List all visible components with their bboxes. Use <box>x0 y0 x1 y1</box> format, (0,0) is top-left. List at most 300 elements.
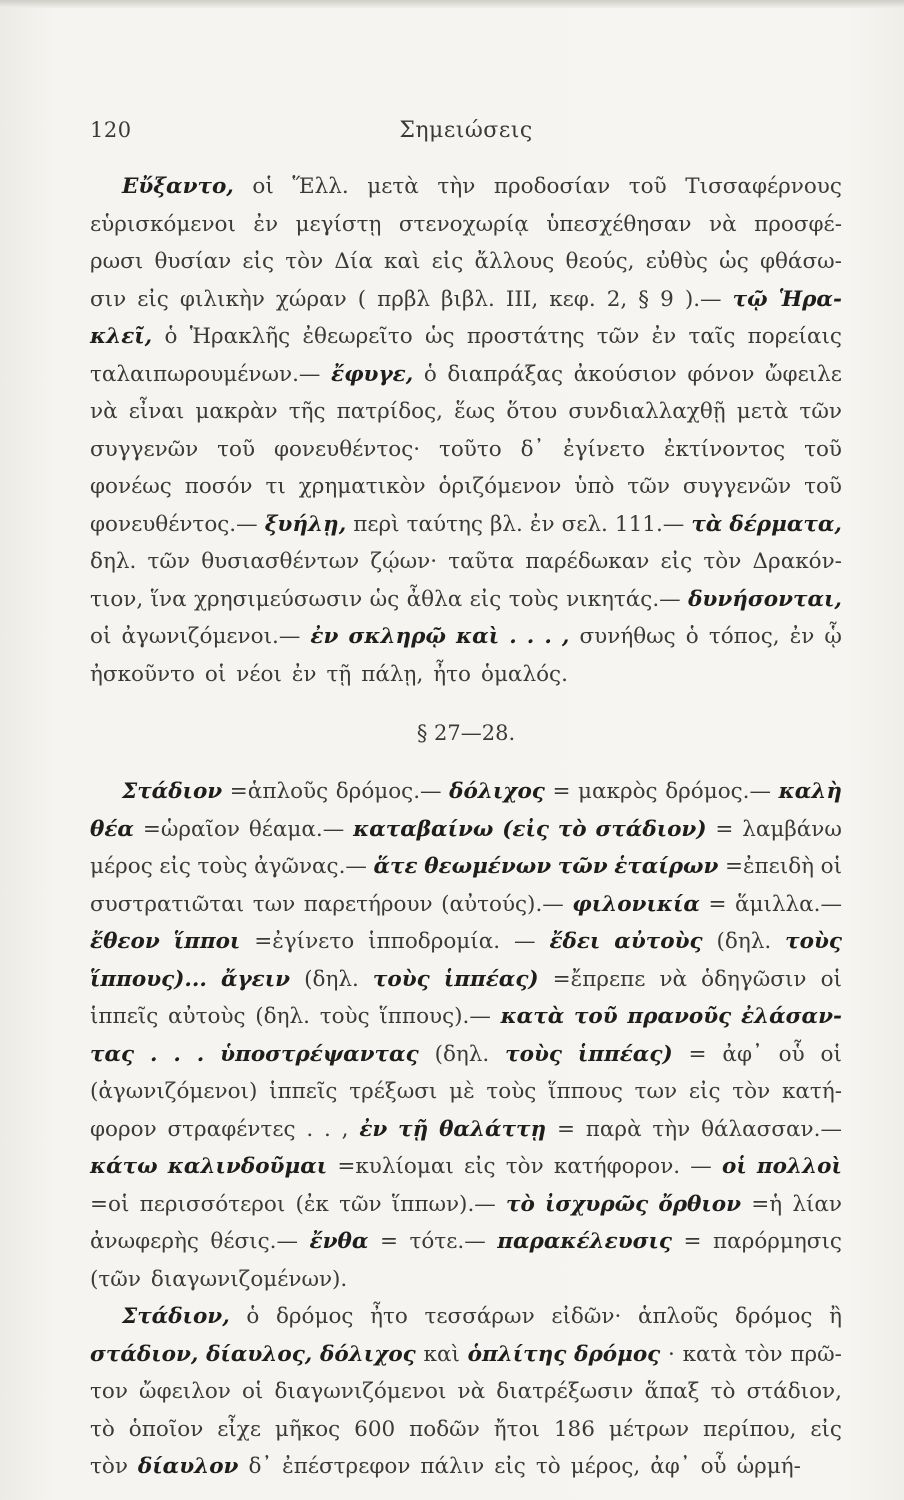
word: ἆθλα <box>406 586 463 612</box>
lemma-word: δέρματα, <box>729 511 842 537</box>
word: τοὺς <box>486 1079 537 1104</box>
word: ᾧ <box>824 624 842 649</box>
word: τοῦ <box>217 436 256 462</box>
word: ἠσκοῦντο <box>90 661 195 687</box>
word: = <box>715 816 734 842</box>
word: τὴν <box>437 174 476 199</box>
word: νικητάς.— <box>566 586 681 612</box>
word: ἕως <box>454 399 496 424</box>
word: μετὰ <box>367 174 419 199</box>
word: 9 <box>660 286 674 312</box>
word: ταῦτα <box>448 549 515 574</box>
word: ποδῶν <box>409 1416 480 1442</box>
word: ὁ <box>164 324 178 349</box>
word: στενοχωρίᾳ <box>398 211 529 237</box>
word: προστάτης <box>466 324 585 349</box>
word: τῶν <box>147 549 191 574</box>
word: ταλαιπωρουμένων.— <box>90 361 321 387</box>
lemma-word: Στάδιον, <box>122 1304 230 1329</box>
word: ἐν <box>529 511 555 537</box>
word: ἄλλους <box>474 249 555 274</box>
word: εἰς <box>159 854 191 879</box>
word: χρησιμεύσωσιν <box>194 586 363 612</box>
word: λαμβάνω <box>742 816 842 842</box>
word: οἱ <box>820 854 842 879</box>
word: οἱ <box>820 1041 842 1067</box>
word: τῶν <box>627 474 670 499</box>
lemma-word: ἔθεον <box>90 929 160 954</box>
word: φονευθέντος.— <box>90 511 258 537</box>
lemma-word: Ἡρα- <box>778 286 842 312</box>
page-number: 120 <box>90 118 132 142</box>
lemma-word: δυνήσονται, <box>688 586 842 612</box>
word: πρῶ- <box>790 1341 842 1367</box>
lemma-word: αὐτοὺς <box>614 929 703 954</box>
word: ἀγωνιζόμενοι.— <box>121 624 301 649</box>
word: (δηλ. <box>434 1041 490 1067</box>
lemma-word: πρανοῦς <box>627 1004 732 1029</box>
lemma-word: . <box>509 624 517 649</box>
word: κατὰ <box>682 1341 737 1367</box>
word: μέρος <box>90 854 153 879</box>
text-line <box>90 1073 842 1111</box>
word: εὑρισκόμενοι <box>90 211 236 237</box>
word: τῶν <box>596 324 640 349</box>
text-line <box>90 1373 842 1411</box>
lemma-word: Εὔξαντο, <box>122 174 234 199</box>
word: (ἀγωνιζόμενοι) <box>90 1079 258 1104</box>
word: σελ. <box>561 511 608 537</box>
word: καὶ <box>423 1341 460 1367</box>
word: = <box>683 1229 702 1254</box>
word: ἵππους).— <box>379 1004 491 1029</box>
text-line <box>90 773 842 811</box>
word: ἐν <box>291 661 317 687</box>
text-line <box>90 393 842 431</box>
word: · <box>668 1341 675 1367</box>
word: βιβλ. <box>441 286 495 312</box>
word: Δρακόν- <box>752 549 842 574</box>
lemma-word: (εἰς <box>502 816 549 842</box>
lemma-word: τὰ <box>691 511 723 537</box>
word: οἱ <box>241 1379 264 1404</box>
word: Δία <box>334 249 373 274</box>
text-line <box>90 848 842 886</box>
word: συστρατιῶται <box>90 891 245 917</box>
word: ὑπεσχέθησαν <box>546 211 692 237</box>
word: καὶ <box>384 249 421 274</box>
lemma-word: κάτω <box>90 1154 158 1179</box>
word: τότε.— <box>409 1229 486 1254</box>
lemma-word: κλεῖ, <box>90 324 153 349</box>
word: ἱπποδρομία. <box>368 929 501 954</box>
word: τρέξωσι <box>349 1079 438 1104</box>
word: , <box>341 1116 349 1142</box>
word: δρόμος.— <box>335 779 442 804</box>
text-line <box>90 1223 842 1261</box>
lemma-word: ὄρθιον <box>658 1191 742 1217</box>
word: εἰς <box>431 249 464 274</box>
word: ἤτοι <box>493 1416 540 1442</box>
lemma-word: . <box>173 1041 181 1067</box>
lemma-word: ἔδει <box>549 929 601 954</box>
word: τοὺς <box>197 854 248 879</box>
word: =ἐγίνετο <box>254 929 355 954</box>
word: φονέως <box>90 474 172 499</box>
text-line <box>90 1036 842 1074</box>
lemma-word: τοὺς <box>505 1041 562 1067</box>
word: τὸν <box>744 1341 783 1367</box>
word: δρόμος <box>734 1304 813 1329</box>
text-line <box>90 886 842 924</box>
word: ἀκούσιον <box>573 361 677 387</box>
word: ὁ <box>246 1304 260 1329</box>
lemma-word: φιλονικία <box>572 891 700 917</box>
word: ὤφειλον <box>139 1379 231 1404</box>
word: νὰ <box>90 399 118 424</box>
word: εἰς <box>463 1154 496 1179</box>
word: εἰδῶν· <box>551 1304 622 1329</box>
lemma-word: δίαυλος, <box>206 1341 313 1367</box>
word: = <box>556 1116 575 1142</box>
word: Ἕλλ. <box>292 174 349 199</box>
word: ὡς <box>369 586 400 612</box>
text-line <box>90 581 842 619</box>
word: τῇ <box>326 661 352 687</box>
lemma-word: δόλιχος <box>320 1341 416 1367</box>
word: ὡς <box>719 249 749 274</box>
word: ὁποῖον <box>128 1416 204 1442</box>
lemma-word: ὑποστρέψαντας <box>220 1041 419 1067</box>
lemma-word: θαλάττῃ <box>439 1116 547 1142</box>
word: ὑπὸ <box>574 474 615 499</box>
word: τι <box>265 474 286 499</box>
running-title: Σημειώσεις <box>399 118 533 143</box>
word: = <box>552 779 571 804</box>
word: ἐθεωρεῖτο <box>302 324 413 349</box>
word: (ἐκ <box>295 1191 329 1217</box>
section-heading: § 27—28. <box>416 721 516 745</box>
word: ὅτου <box>506 399 558 424</box>
word: 186 <box>553 1416 595 1442</box>
word: μετὰ <box>736 399 789 424</box>
text-line <box>90 656 842 694</box>
word: οἱ <box>90 624 112 649</box>
word: κατή- <box>781 1079 842 1104</box>
word: πάλιν <box>420 1454 485 1479</box>
text-line <box>90 1148 842 1186</box>
word: θυσίαν <box>154 249 232 274</box>
lemma-word: οἱ <box>721 1154 747 1179</box>
word: τῆς <box>288 399 326 424</box>
word: = <box>688 1041 707 1067</box>
word: δηλ. <box>90 549 137 574</box>
word: ὁδηγῶσιν <box>701 966 807 992</box>
lemma-word: . <box>150 1041 158 1067</box>
word: τὸ <box>90 1416 115 1442</box>
word: οὗ <box>700 1454 727 1479</box>
lemma-word: τοὺς <box>372 966 430 992</box>
word: τῶν <box>339 1191 382 1217</box>
text-line <box>90 543 842 581</box>
word: εἶχε <box>217 1416 261 1442</box>
lemma-word: καλὴ <box>778 779 842 804</box>
word: πορείαις <box>747 324 842 349</box>
word: συγγενῶν <box>682 474 792 499</box>
word: χρηματικὸν <box>298 474 426 499</box>
word: παρετήρουν <box>303 891 433 917</box>
text-line <box>90 923 842 961</box>
word: εἰς <box>494 1454 526 1479</box>
text-line <box>90 281 842 319</box>
lemma-word: τῶν <box>557 854 608 879</box>
word: πάλῃ, <box>361 661 424 687</box>
text-line <box>90 468 842 506</box>
word: κατήφορον. <box>553 1154 681 1179</box>
word: νὰ <box>709 211 737 237</box>
word: — <box>514 929 536 954</box>
lemma-word: ἔνθα <box>309 1229 369 1254</box>
word: τὸν <box>285 249 324 274</box>
text-line <box>90 1448 842 1486</box>
word: οἱ <box>820 966 842 992</box>
page-top-edge <box>0 0 904 8</box>
word: ἀφ᾽ <box>722 1041 763 1067</box>
word: κεφ. <box>549 286 596 312</box>
word: — <box>690 1154 712 1179</box>
word: τοὺς <box>319 1004 370 1029</box>
word: τὸν <box>703 549 742 574</box>
lemma-word: , <box>561 624 570 649</box>
word: =ἐπειδὴ <box>724 854 815 879</box>
lemma-word: στάδιον) <box>595 816 707 842</box>
word: εἰς <box>137 286 169 312</box>
word: φόνον <box>687 361 755 387</box>
word: Τισσαφέρνους <box>685 174 842 199</box>
word: τοῦ <box>804 436 842 462</box>
lemma-word: καὶ <box>456 624 500 649</box>
word: ὁριζόμενον <box>438 474 562 499</box>
word: . <box>324 1116 331 1142</box>
word: εἶναι <box>128 399 185 424</box>
lemma-word: . <box>544 624 552 649</box>
text-line <box>90 168 842 206</box>
word: ὁμαλός. <box>481 661 568 687</box>
text-line <box>90 243 842 281</box>
text-line <box>90 1111 842 1149</box>
lemma-word: Στάδιον <box>122 779 223 804</box>
lemma-word: ἐν <box>310 624 339 649</box>
word: συγγενῶν <box>90 436 199 462</box>
word: ἱππεῖς <box>90 1004 159 1029</box>
word: (δηλ. <box>255 1004 310 1029</box>
text-line <box>90 506 842 544</box>
lemma-word: στάδιον, <box>90 1341 199 1367</box>
lemma-word: σκληρῷ <box>348 624 446 649</box>
lemma-word: τὸ <box>505 1191 535 1217</box>
word: οἱ <box>252 174 274 199</box>
word: μῆκος <box>274 1416 341 1442</box>
paragraph-notes-stadion <box>90 773 842 1298</box>
word: θεούς, <box>565 249 635 274</box>
word: ὁ <box>423 361 437 387</box>
word: φθάσω- <box>759 249 842 274</box>
word: στάδιον, <box>746 1379 842 1404</box>
lemma-word: ἰσχυρῶς <box>545 1191 649 1217</box>
word: προσφέ- <box>754 211 842 237</box>
word: παρέδωκαν <box>525 549 650 574</box>
word: θέαμα.— <box>248 816 345 842</box>
lemma-word: ἅτε <box>373 854 418 879</box>
lemma-word: ἱππέας) <box>577 1041 673 1067</box>
word: τεσσάρων <box>424 1304 535 1329</box>
text-line <box>90 431 842 469</box>
word: δ᾽ <box>248 1454 273 1479</box>
lemma-word: . <box>526 624 535 649</box>
word: (δηλ. <box>716 929 772 954</box>
word: περὶ <box>353 511 400 537</box>
word: δρόμος.— <box>665 779 772 804</box>
word: ).— <box>684 286 722 312</box>
lemma-word: τῷ <box>732 286 768 312</box>
word: τῶν <box>799 399 842 424</box>
text-line <box>90 356 842 394</box>
word: των <box>252 891 296 917</box>
lemma-word: καλινδοῦμαι <box>167 1154 328 1179</box>
text-line <box>90 318 842 356</box>
paragraph-stadion-types <box>90 1298 842 1486</box>
word: =κυλίομαι <box>337 1154 454 1179</box>
word: . <box>306 1116 314 1142</box>
word: ταῖς <box>688 324 736 349</box>
word: ὤφειλε <box>765 361 842 387</box>
word: ἱππεῖς <box>269 1079 338 1104</box>
word: στραφέντες <box>167 1116 296 1142</box>
word: =οἱ <box>90 1191 130 1217</box>
word: τὸν <box>90 1454 128 1479</box>
word: ποσόν <box>184 474 253 499</box>
word: εἰς <box>810 1416 842 1442</box>
word: σιν <box>90 286 127 312</box>
word: τιον, <box>90 586 144 612</box>
word: ἵππους <box>548 1079 623 1104</box>
page-text <box>90 168 842 1486</box>
lemma-word: δρόμος <box>574 1341 661 1367</box>
word: τὴν <box>652 1116 691 1142</box>
word: διαγωνιζόμενοι <box>274 1379 447 1404</box>
word: =ὡραῖον <box>142 816 240 842</box>
word: 600 <box>354 1416 396 1442</box>
word: § <box>638 286 650 312</box>
word: δ᾽ <box>520 436 545 462</box>
paragraph-notes-eyxanto <box>90 168 842 693</box>
word: =ἔπρεπε <box>552 966 646 992</box>
word: ΙΙΙ, <box>505 286 539 312</box>
word: ἐν <box>253 211 279 237</box>
lemma-word: ὁπλίτης <box>467 1341 567 1367</box>
word: τὸ <box>710 1379 736 1404</box>
word: τοῦτο <box>438 436 502 462</box>
word: ὡρμή- <box>736 1454 801 1479</box>
lemma-word: τὸ <box>557 816 587 842</box>
text-line <box>90 1298 842 1336</box>
word: ἅπαξ <box>644 1379 700 1404</box>
word: μέτρων <box>608 1416 690 1442</box>
word: διαπράξας <box>447 361 563 387</box>
word: συνήθως <box>579 624 676 649</box>
word: εἰς <box>688 1079 721 1104</box>
page-header <box>90 118 842 152</box>
word: εὐθὺς <box>645 249 708 274</box>
word: οἱ <box>204 661 227 687</box>
word: τὸ <box>535 1454 561 1479</box>
word: εἰς <box>660 549 693 574</box>
text-line <box>90 1261 842 1299</box>
text-line <box>90 1336 842 1374</box>
word: ἅμιλλα.— <box>734 891 842 917</box>
word: ἢ <box>829 1304 842 1329</box>
lemma-word: ἵπποι <box>173 929 241 954</box>
text-line <box>90 206 842 244</box>
text-line <box>90 1186 842 1224</box>
word: βλ. <box>489 511 523 537</box>
word: ὁ <box>685 624 699 649</box>
word: ὡς <box>424 324 455 349</box>
lemma-word: τῇ <box>398 1116 429 1142</box>
word: ἦτο <box>370 1304 408 1329</box>
word: ἦτο <box>433 661 472 687</box>
word: (δηλ. <box>304 966 359 992</box>
lemma-word: ἐλάσαν- <box>740 1004 842 1029</box>
word: (τῶν <box>90 1266 141 1292</box>
lemma-word: κατὰ <box>500 1004 565 1029</box>
lemma-word: τας <box>90 1041 135 1067</box>
word: εἰς <box>242 249 275 274</box>
word: = <box>708 891 727 917</box>
lemma-word: δίαυλον <box>137 1454 239 1479</box>
word: μὲ <box>449 1079 475 1104</box>
word: ἐν <box>651 324 677 349</box>
word: των <box>634 1079 678 1104</box>
word: τόπος, <box>708 624 780 649</box>
word: ρωσι <box>90 249 144 274</box>
word: μεγίστῃ <box>295 211 382 237</box>
text-line <box>90 961 842 999</box>
word: θάλασσαν.— <box>701 1116 842 1142</box>
word: φορον <box>90 1116 157 1142</box>
lemma-word: ἵππους)... <box>90 966 207 992</box>
lemma-word: ἐν <box>359 1116 388 1142</box>
lemma-word: τοῦ <box>573 1004 618 1029</box>
word: ἐπέστρεφον <box>282 1454 411 1479</box>
word: ταύτης <box>406 511 483 537</box>
lemma-word: ἔφυγε, <box>331 361 414 387</box>
word: ἐκτίνοντος <box>663 436 786 462</box>
text-line <box>90 618 842 656</box>
word: ζῴων· <box>370 549 438 574</box>
word: παρὰ <box>585 1116 642 1142</box>
text-line <box>90 811 842 849</box>
word: 111.— <box>614 511 685 537</box>
word: =ἁπλοῦς <box>229 779 329 804</box>
word: φιλικὴν <box>179 286 265 312</box>
word: πρβλ <box>377 286 430 312</box>
word: ἀφ᾽ <box>650 1454 691 1479</box>
word: τον <box>90 1379 128 1404</box>
text-line <box>90 998 842 1036</box>
word: χώραν <box>275 286 347 312</box>
word: ἵππων).— <box>391 1191 496 1217</box>
